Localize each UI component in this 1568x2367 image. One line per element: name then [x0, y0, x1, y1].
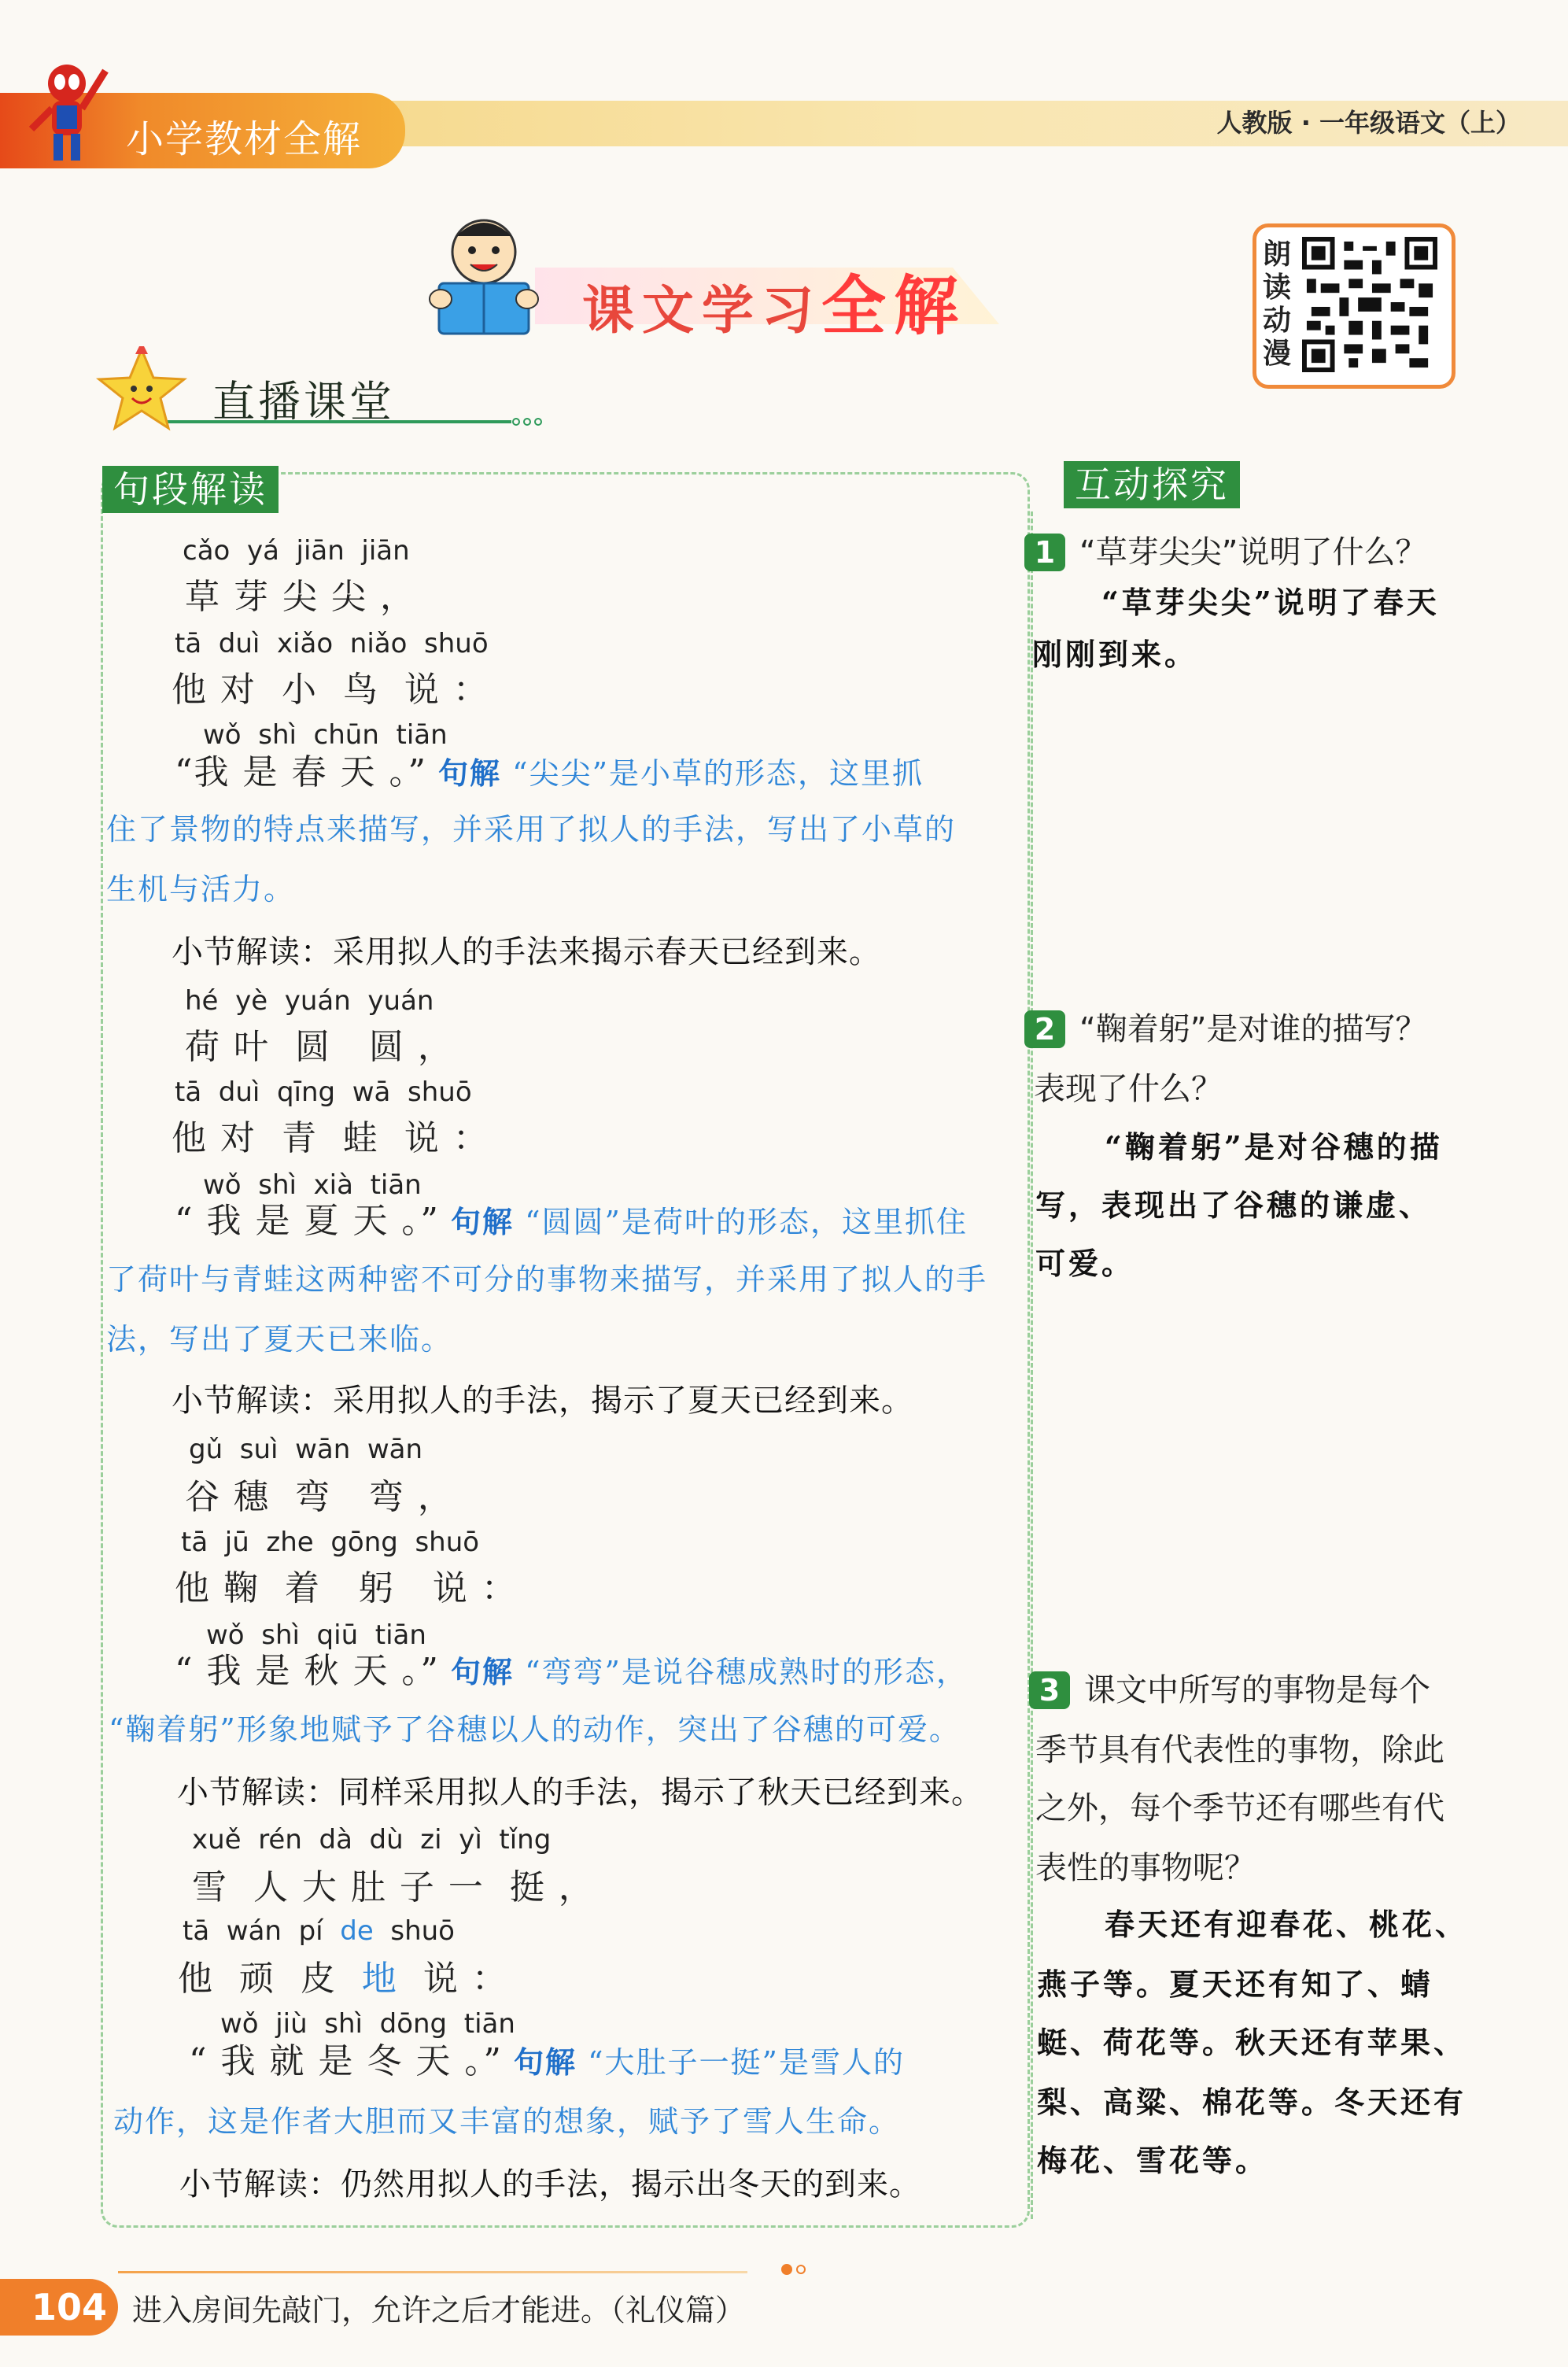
poem-line: “ 我 是 夏 天 。”	[175, 1201, 440, 1241]
note-text: 住了景物的特点来描写，并采用了拟人的手法，写出了小草的	[106, 812, 957, 847]
question-number-badge: 3	[1029, 1671, 1070, 1709]
pinyin-line: tā duì qīng wā shuō	[175, 1076, 472, 1108]
note-text: “弯弯”是说谷穗成熟时的形态，	[525, 1655, 968, 1689]
poem-line: “ 我 就 是 冬 天 。”	[189, 2041, 503, 2081]
hanzi-segment: 说 ：	[397, 1959, 508, 1999]
edition-label: 人教版 · 一年级语文（上）	[1216, 108, 1521, 138]
answer-text: “鞠着躬”是对谷穗的描	[1105, 1129, 1443, 1165]
section-title-block	[425, 212, 1054, 346]
sentence-note	[175, 1191, 1024, 1252]
answer-text: 蜓、荷花等。秋天还有苹果、	[1037, 2025, 1467, 2060]
pinyin-line: cǎo yá jiān jiān	[183, 535, 410, 567]
answer-text: 燕子等。夏天还有知了、蜻	[1037, 1966, 1434, 2002]
pinyin-line	[183, 1915, 455, 1947]
question-number-badge: 2	[1024, 1010, 1065, 1048]
hanzi-segment-highlight: 地	[361, 1959, 398, 1999]
poem-line: 草 芽 尖 尖 ，	[185, 577, 416, 617]
pinyin-line: tā duì xiǎo niǎo shuō	[175, 628, 489, 659]
poem-line: 谷 穗 弯 弯 ，	[185, 1477, 454, 1517]
section-title-emphasis: 全解	[821, 269, 967, 344]
left-section-tag: 句段解读	[102, 466, 279, 513]
stanza-summary: 小节解读：采用拟人的手法，揭示了夏天已经到来。	[172, 1383, 913, 1419]
note-text: 法，写出了夏天已来临。	[106, 1322, 453, 1357]
pinyin-line: xuě rén dà dù zi yì tǐng	[192, 1824, 552, 1856]
qr-code-box[interactable]	[1253, 223, 1455, 389]
question-text: 季节具有代表性的事物，除此	[1035, 1732, 1444, 1768]
section-title	[582, 255, 966, 347]
answer-text: 写，表现出了谷穗的谦虚、	[1035, 1187, 1433, 1223]
answer-text: 刚刚到来。	[1032, 637, 1198, 672]
section-title-prefix: 课文学习	[582, 280, 821, 341]
question-number-badge: 1	[1024, 534, 1065, 571]
sentence-note	[189, 2032, 1039, 2092]
banner-dots-icon	[511, 415, 543, 428]
note-text: “鞠着躬”形象地赋予了谷穗以人的动作，突出了谷穗的可爱。	[109, 1712, 961, 1747]
qr-code-icon	[1302, 237, 1437, 372]
footer-dots-icon	[779, 2262, 810, 2277]
stanza-summary: 小节解读：采用拟人的手法来揭示春天已经到来。	[172, 934, 881, 970]
poem-line: 他 鞠 着 躬 说 ：	[175, 1568, 518, 1608]
pinyin-segment: shuō	[373, 1915, 455, 1947]
answer-text: 梅花、雪花等。	[1037, 2143, 1269, 2178]
hanzi-segment: 他 顽 皮	[178, 1959, 362, 1999]
note-text: “圆圆”是荷叶的形态，这里抓住	[525, 1205, 968, 1239]
pinyin-line: wǒ shì chūn tiān	[203, 719, 448, 751]
page-number: 104	[0, 2279, 118, 2336]
question-text: “草芽尖尖”说明了什么？	[1079, 534, 1427, 571]
pinyin-line: wǒ shì qiū tiān	[206, 1619, 426, 1651]
question-text: 表现了什么？	[1034, 1071, 1223, 1107]
answer-text: 可爱。	[1035, 1246, 1135, 1281]
question-text: “鞠着躬”是对谁的描写？	[1079, 1011, 1427, 1047]
question-text: 表性的事物呢？	[1035, 1850, 1256, 1886]
reading-kid-icon	[425, 212, 543, 346]
spider-mascot-icon	[24, 57, 110, 167]
sentence-note	[175, 1641, 1032, 1702]
qr-label: 朗读动漫	[1263, 238, 1292, 370]
note-key-label: 句解	[514, 2045, 577, 2080]
note-key-label: 句解	[451, 1205, 515, 1239]
note-text: 动作，这是作者大胆而又丰富的想象，赋予了雪人生命。	[113, 2104, 901, 2139]
answer-text: 春天还有迎春花、桃花、	[1105, 1907, 1469, 1942]
note-key-label: 句解	[451, 1655, 515, 1689]
poem-line: 他 对 青 蛙 说 ：	[172, 1118, 489, 1158]
note-key-label: 句解	[438, 756, 502, 791]
pinyin-line: wǒ shì xià tiān	[203, 1169, 422, 1201]
footer-tip: 进入房间先敲门，允许之后才能进。（礼仪篇）	[132, 2293, 746, 2328]
pinyin-line: hé yè yuán yuán	[185, 985, 434, 1017]
column-divider	[1031, 511, 1033, 2219]
question-3	[1029, 1660, 1548, 1720]
poem-line: 荷 叶 圆 圆 ，	[185, 1027, 454, 1067]
footer-rule	[118, 2271, 747, 2273]
stanza-summary: 小节解读：仍然用拟人的手法，揭示出冬天的到来。	[179, 2166, 921, 2203]
pinyin-line: tā jū zhe gōng shuō	[181, 1527, 480, 1558]
stanza-summary: 小节解读：同样采用拟人的手法，揭示了秋天已经到来。	[177, 1774, 983, 1811]
pinyin-segment-highlight: de	[340, 1915, 374, 1947]
note-text: “大肚子一挺”是雪人的	[588, 2045, 905, 2080]
poem-line	[178, 1950, 508, 2000]
answer-text: “草芽尖尖”说明了春天	[1101, 585, 1440, 620]
question-text: 课文中所写的事物是每个	[1084, 1672, 1430, 1708]
poem-line: “ 我 是 秋 天 。”	[175, 1651, 440, 1691]
pinyin-segment: tā wán pí	[183, 1915, 341, 1947]
question-2	[1024, 999, 1544, 1059]
question-text: 之外，每个季节还有哪些有代	[1035, 1790, 1444, 1826]
star-icon	[94, 346, 197, 433]
pinyin-line: wǒ jiù shì dōng tiān	[220, 2008, 515, 2040]
series-title: 小学教材全解	[126, 117, 363, 161]
sentence-note	[175, 743, 1009, 803]
note-text: 生机与活力。	[106, 872, 296, 907]
note-text: 了荷叶与青蛙这两种密不可分的事物来描写，并采用了拟人的手	[106, 1262, 988, 1297]
banner-title: 直播课堂	[212, 377, 395, 427]
note-text: “尖尖”是小草的形态，这里抓	[512, 756, 924, 791]
banner	[94, 346, 535, 441]
poem-line: “我 是 春 天 。”	[175, 752, 427, 792]
answer-text: 梨、高粱、棉花等。冬天还有	[1037, 2085, 1467, 2120]
right-section-tag: 互动探究	[1064, 461, 1240, 508]
poem-line: 他 对 小 鸟 说 ：	[172, 670, 489, 710]
pinyin-line: gǔ suì wān wān	[189, 1434, 423, 1465]
poem-line: 雪 人 大 肚 子 一 挺 ，	[192, 1867, 595, 1907]
